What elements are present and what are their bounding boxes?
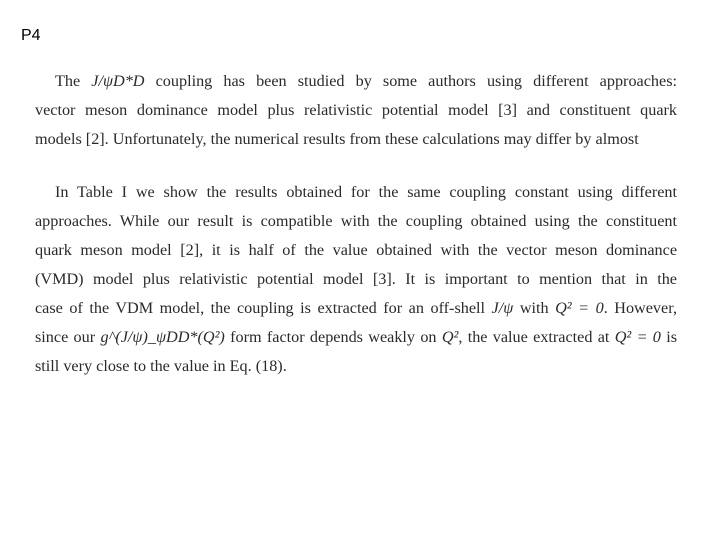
text-fragment: still very close to the value in Eq. (18). bbox=[35, 357, 287, 375]
text-fragment: The bbox=[55, 72, 92, 90]
math-expression: Q² bbox=[441, 328, 459, 346]
text-line bbox=[35, 236, 677, 265]
text-line bbox=[35, 67, 677, 96]
text-fragment: (VMD) model plus relativistic potential model [3]. It is important to mention that in the bbox=[35, 270, 677, 288]
text-fragment: is bbox=[660, 328, 678, 346]
text-line bbox=[35, 294, 677, 323]
text-fragment: since our bbox=[35, 328, 101, 346]
paragraph-1 bbox=[35, 67, 677, 154]
text-line bbox=[35, 96, 677, 125]
text-line bbox=[35, 207, 677, 236]
text-fragment: form factor depends weakly on bbox=[224, 328, 442, 346]
text-fragment: , the value extracted at bbox=[458, 328, 615, 346]
text-fragment: . However, bbox=[603, 299, 677, 317]
math-expression: Q² = 0 bbox=[555, 299, 604, 317]
text-fragment: models [2]. Unfortunately, the numerical results from these calculations may differ by almost bbox=[35, 130, 639, 148]
math-expression: J/ψD*D bbox=[91, 72, 145, 90]
text-line bbox=[35, 125, 677, 154]
text-fragment: coupling has been studied by some authors using different approaches: bbox=[144, 72, 677, 90]
math-expression: Q² = 0 bbox=[614, 328, 661, 346]
text-fragment: approaches. While our result is compatible with the coupling obtained using the constituent bbox=[35, 212, 677, 230]
text-line bbox=[35, 323, 677, 352]
text-fragment: quark meson model [2], it is half of the value obtained with the vector meson dominance bbox=[35, 241, 677, 259]
text-fragment: In Table I we show the results obtained for the same coupling constant using different bbox=[55, 183, 677, 201]
paragraph-2 bbox=[35, 178, 677, 381]
text-fragment: case of the VDM model, the coupling is extracted for an off-shell bbox=[35, 299, 492, 317]
text-fragment: with bbox=[513, 299, 556, 317]
text-line bbox=[35, 352, 677, 381]
math-expression: J/ψ bbox=[491, 299, 514, 317]
math-expression: g^(J/ψ)_ψDD*(Q²) bbox=[100, 328, 225, 346]
text-line bbox=[35, 178, 677, 207]
text-line bbox=[35, 265, 677, 294]
slide-label: P4 bbox=[21, 27, 41, 44]
text-fragment: vector meson dominance model plus relativistic potential model [3] and constituent quark bbox=[35, 101, 677, 119]
